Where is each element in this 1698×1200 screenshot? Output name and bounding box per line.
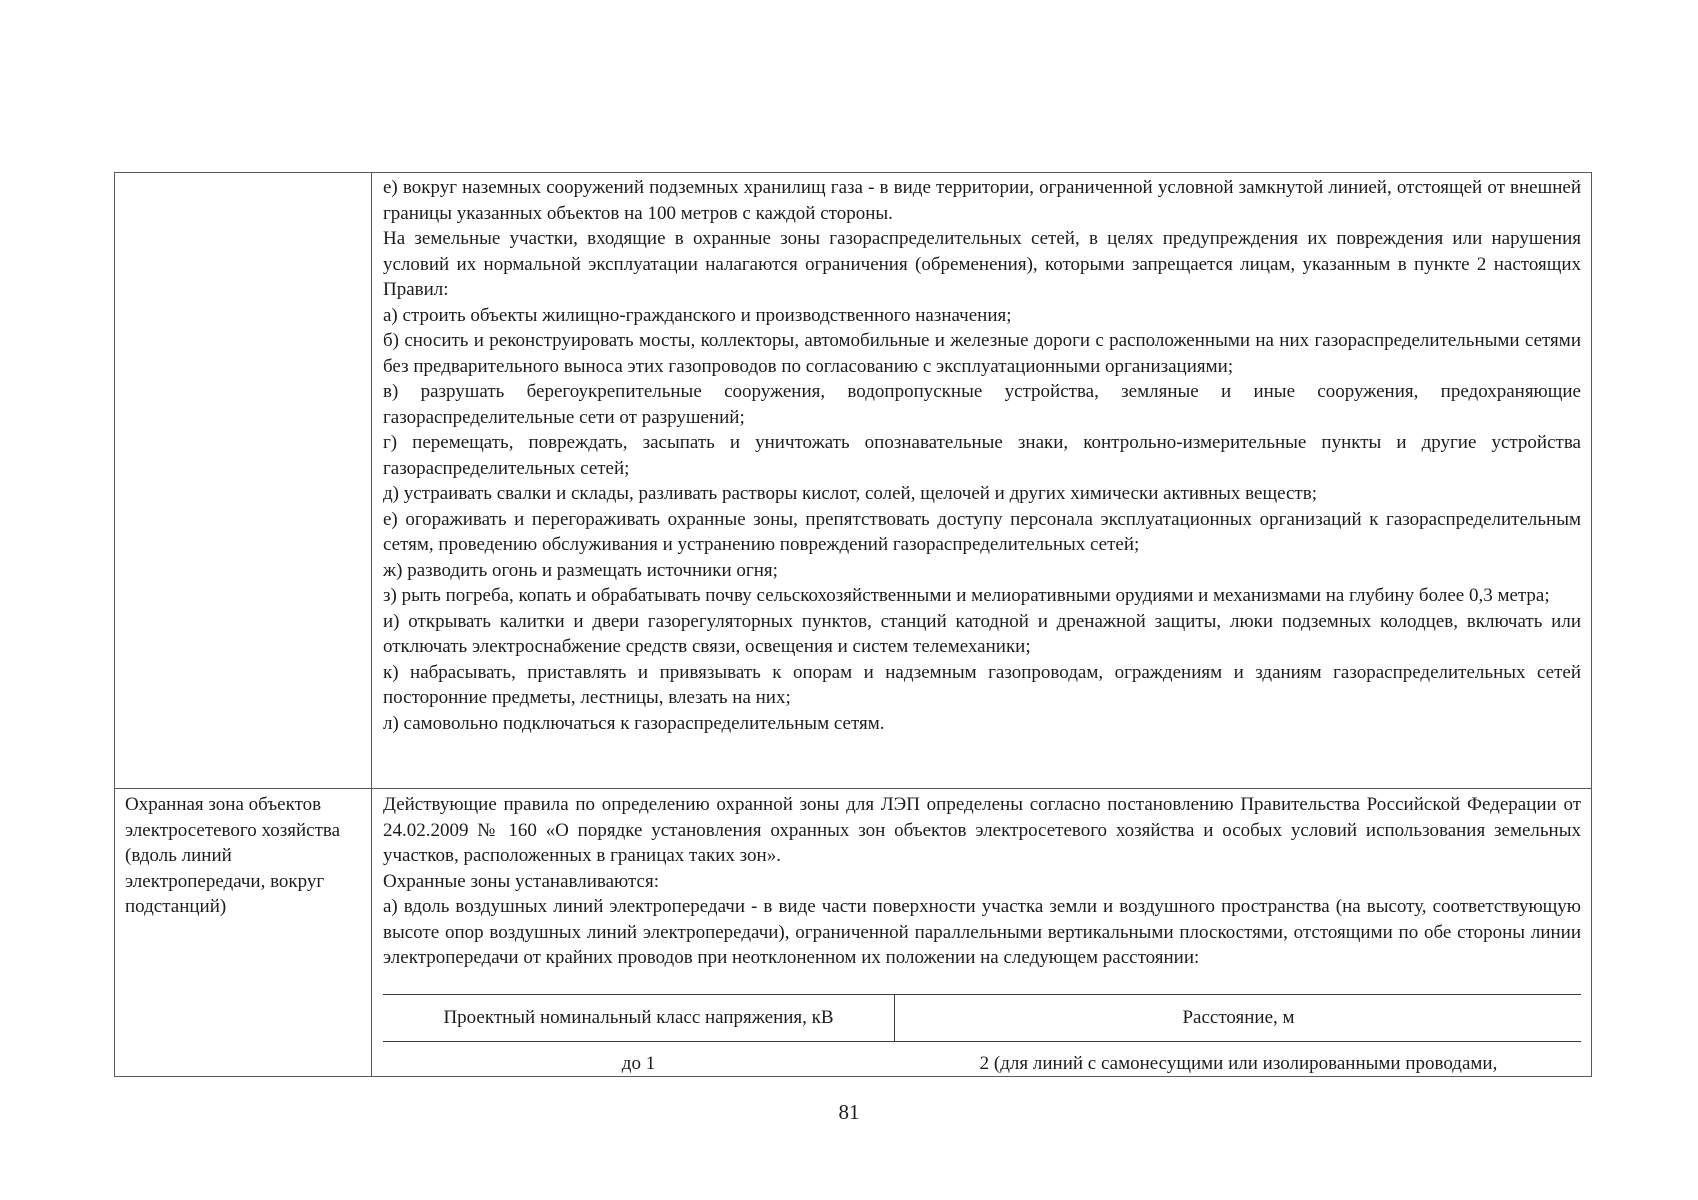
paragraph: Охранные зоны устанавливаются: bbox=[383, 870, 659, 892]
list-item: г) перемещать, повреждать, засыпать и уничтожать опознавательные знаки, контрольно-измерительные пункты и другие устройства газораспределительных сетей; bbox=[383, 432, 1581, 479]
inner-table-row-divider bbox=[383, 1041, 1581, 1042]
zone-description-cell bbox=[383, 792, 1581, 971]
list-item: д) устраивать свалки и склады, разливать растворы кислот, солей, щелочей и других химически активных веществ; bbox=[383, 483, 1317, 504]
list-item: а) вдоль воздушных линий электропередачи - в виде части поверхности участка земли и воздушного пространства (на высоту, соответствующую высоте опор воздушных линий электропередачи), ограниченной параллельными вертикальными плоскостями, отстоящими по обе стороны линии электропередачи от крайних проводов при неотклоненном их положении на следующем расстоянии: bbox=[383, 896, 1581, 968]
inner-table-header-voltage: Проектный номинальный класс напряжения, кВ bbox=[443, 1007, 834, 1028]
paragraph: На земельные участки, входящие в охранные зоны газораспределительных сетей, в целях предупреждения их повреждения или нарушения условий их нормальной эксплуатации налагаются ограничения (обременения), которыми запрещается лицам, указанным в пункте 2 настоящих Правил: bbox=[383, 228, 1581, 300]
list-item: и) открывать калитки и двери газорегуляторных пунктов, станций катодной и дренажной защиты, люки подземных колодцев, включать или отключать электроснабжение средств связи, освещения и систем телемеханики; bbox=[383, 610, 1581, 657]
voltage-distance-table bbox=[383, 994, 1581, 1078]
inner-table-header-distance: Расстояние, м bbox=[1182, 1007, 1295, 1028]
page-number: 81 bbox=[838, 1100, 860, 1124]
list-item: в) разрушать берегоукрепительные сооружения, водопропускные устройства, земляные и иные сооружения, предохраняющие газораспределительные сети от разрушений; bbox=[383, 381, 1581, 428]
inner-table-cell: до 1 bbox=[621, 1053, 656, 1074]
table-column-divider bbox=[371, 173, 372, 1076]
inner-table-cell: 2 (для линий с самонесущими или изолированными проводами, bbox=[979, 1053, 1498, 1074]
inner-table-column-divider bbox=[894, 995, 895, 1041]
list-item: л) самовольно подключаться к газораспределительным сетям. bbox=[383, 712, 885, 734]
zone-label: Охранная зона объектов электросетевого хозяйства (вдоль линий электропередачи, вокруг подстанций) bbox=[125, 794, 341, 917]
paragraph: Действующие правила по определению охранной зоны для ЛЭП определены согласно постановлению Правительства Российской Федерации от 24.02.2009 № 160 «О порядке установления охранных зон объектов электросетевого хозяйства и особых условий использования земельных участков, расположенных в границах таких зон». bbox=[383, 794, 1581, 866]
list-item: е) огораживать и перегораживать охранные зоны, препятствовать доступу персонала эксплуатационных организаций к газораспределительным сетям, проведению обслуживания и устранению повреждений газораспределительных сетей; bbox=[383, 508, 1581, 555]
zone-name-cell bbox=[125, 792, 365, 920]
list-item: з) рыть погреба, копать и обрабатывать почву сельскохозяйственными и мелиоративными орудиями и механизмами на глубину более 0,3 метра; bbox=[383, 585, 1550, 606]
list-item: к) набрасывать, приставлять и привязывать к опорам и надземным газопроводам, ограждениям и зданиям газораспределительных сетей посторонние предметы, лестницы, влезать на них; bbox=[383, 661, 1581, 708]
continuation-cell bbox=[383, 175, 1581, 736]
table-row-divider bbox=[115, 788, 1591, 789]
list-item: б) сносить и реконструировать мосты, коллекторы, автомобильные и железные дороги с расположенными на них газораспределительными сетями без предварительного выноса этих газопроводов по согласованию с эксплуатационными организациями; bbox=[383, 330, 1581, 377]
document-table bbox=[114, 172, 1592, 1077]
list-item: ж) разводить огонь и размещать источники огня; bbox=[383, 559, 778, 581]
paragraph: е) вокруг наземных сооружений подземных хранилищ газа - в виде территории, ограниченной условной замкнутой линией, отстоящей от внешней границы указанных объектов на 100 метров с каждой стороны. bbox=[383, 177, 1581, 224]
list-item: а) строить объекты жилищно-гражданского и производственного назначения; bbox=[383, 304, 1012, 326]
